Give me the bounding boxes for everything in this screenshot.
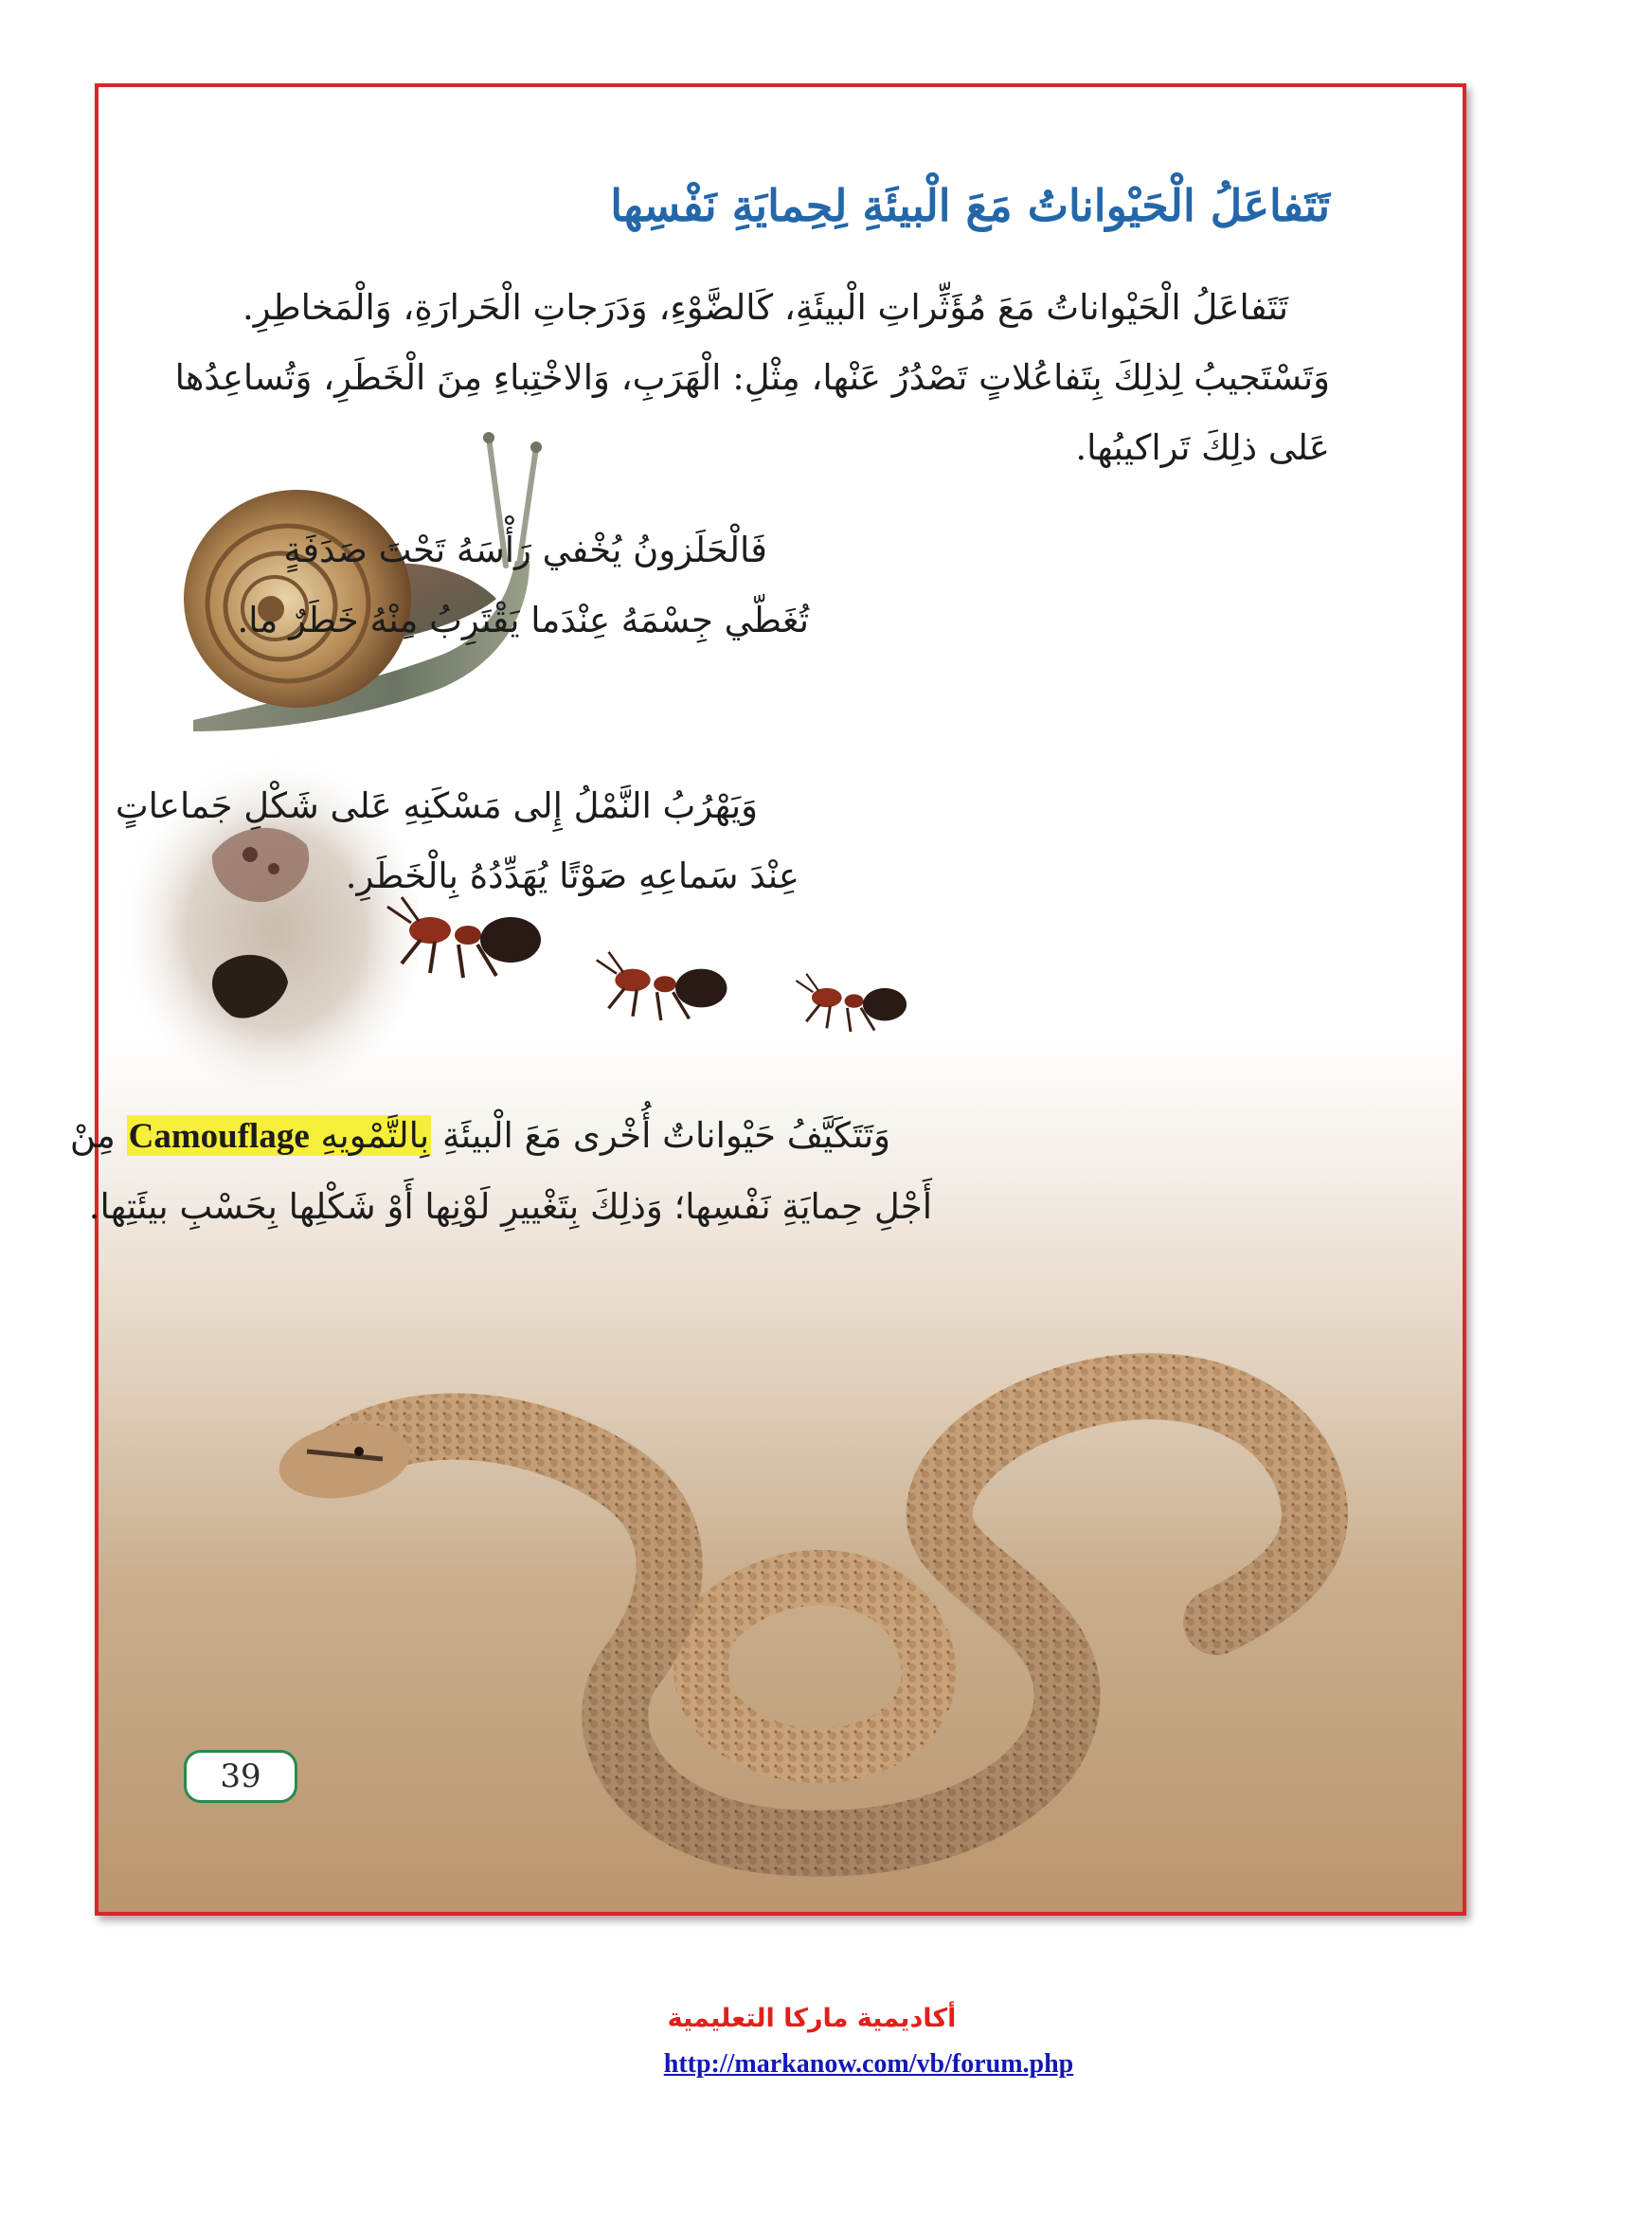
paragraph-line: عِنْدَ سَماعِهِ صَوْتًا يُهَدِّدُهُ بِالْخَطَرِ. xyxy=(345,856,799,896)
page-heading: تَتَفاعَلُ الْحَيْواناتُ مَعَ الْبيئَةِ لِحِمايَةِ نَفْسِها xyxy=(610,180,1330,231)
paragraph-line: فَالْحَلَزونُ يُخْفي رَأْسَهُ تَحْتَ صَدَفَةٍ xyxy=(283,530,767,570)
camouflage-term-latin: Camouflage xyxy=(128,1117,310,1156)
paragraph-camouflage xyxy=(69,1101,932,1242)
ant-icon xyxy=(597,952,727,1020)
footer-site-title: أكاديمية ماركا التعليمية xyxy=(667,2004,957,2033)
paragraph-line: وَيَهْرُبُ النَّمْلُ إِلى مَسْكَنِهِ عَلى شَكْلِ جَماعاتٍ xyxy=(115,785,758,826)
paragraph-line: تُغَطّي جِسْمَهُ عِنْدَما يَقْتَرِبُ مِنْهُ خَطَرٌ ما. xyxy=(237,600,809,640)
paragraph-line xyxy=(69,1101,932,1172)
camouflage-line-end: مِنْ xyxy=(69,1115,116,1156)
paragraph-snail xyxy=(222,515,809,656)
footer-forum-link[interactable]: http://markanow.com/vb/forum.php xyxy=(663,2049,1074,2079)
paragraph-line: تَتَفاعَلُ الْحَيْواناتُ مَعَ مُؤَثِّراتِ الْبيئَةِ، كَالضَّوْءِ، وَدَرَجاتِ الْحَرارَةِ، وَالْمَخاطِرِ. xyxy=(242,287,1288,328)
paragraph-line: وَتَسْتَجيبُ لِذلِكَ بِتَفاعُلاتٍ تَصْدُرُ عَنْها، مِثْلِ: الْهَرَبِ، وَالاخْتِباءِ مِنَ الْخَطَرِ، وَتُساعِدُها xyxy=(174,357,1330,398)
textbook-page xyxy=(69,83,1466,1916)
camouflage-term-arabic: بِالتَّمْويهِ xyxy=(320,1115,430,1156)
paragraph-ants xyxy=(115,771,799,911)
paragraph-line: عَلى ذلِكَ تَراكيبُها. xyxy=(1075,427,1330,468)
camouflage-line-start: وَتَتَكَيَّفُ حَيْواناتٌ أُخْرى مَعَ الْبيئَةِ xyxy=(441,1115,890,1156)
page-number-badge: 39 xyxy=(184,1750,297,1803)
camouflage-highlight xyxy=(127,1115,432,1156)
paragraph-line: أَجْلِ حِمايَةِ نَفْسِها؛ وَذلِكَ بِتَغْييرِ لَوْنِها أَوْ شَكْلِها بِحَسْبِ بيئَتِها. xyxy=(88,1186,932,1227)
snake-illustration xyxy=(269,1309,1434,1897)
ant-icon xyxy=(796,974,907,1032)
